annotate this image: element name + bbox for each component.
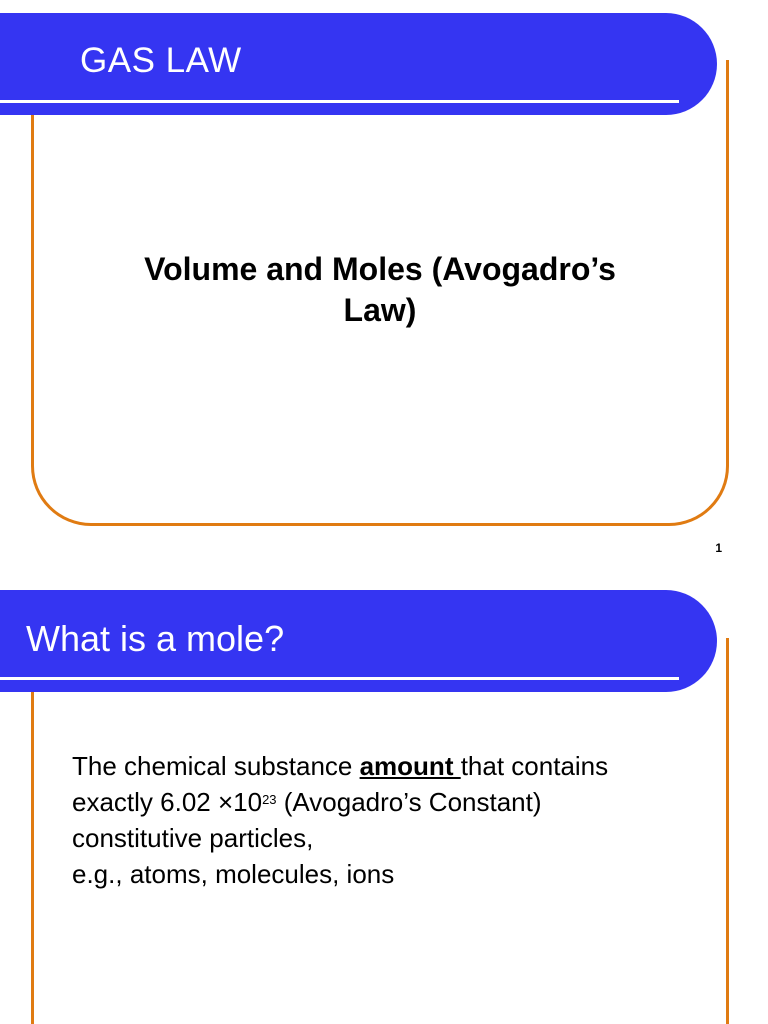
title-underline (0, 677, 679, 680)
body-text-segment: The chemical substance (72, 751, 360, 781)
title-underline (0, 100, 679, 103)
slide-body (72, 748, 712, 892)
body-text-segment: that contains (460, 751, 609, 781)
body-line-4: e.g., atoms, molecules, ions (72, 859, 395, 889)
page-number: 1 (715, 541, 722, 555)
title-bar (0, 13, 717, 115)
emphasized-term: amount (359, 751, 461, 781)
slide-heading (40, 249, 720, 331)
heading-line-2: Law) (343, 292, 417, 328)
title-bar (0, 590, 717, 692)
slide-2 (0, 588, 768, 1024)
heading-line-1: Volume and Moles (Avogadro’s (144, 251, 616, 287)
exponent: 23 (262, 792, 277, 807)
body-line-1 (72, 748, 712, 784)
body-text-segment: exactly 6.02 ×10 (72, 787, 263, 817)
slide-title: What is a mole? (26, 618, 285, 659)
slide-title: GAS LAW (80, 41, 242, 80)
body-line-3: constitutive particles, (72, 823, 314, 853)
body-line-2 (72, 784, 712, 820)
body-text-segment: (Avogadro’s Constant) (276, 787, 542, 817)
